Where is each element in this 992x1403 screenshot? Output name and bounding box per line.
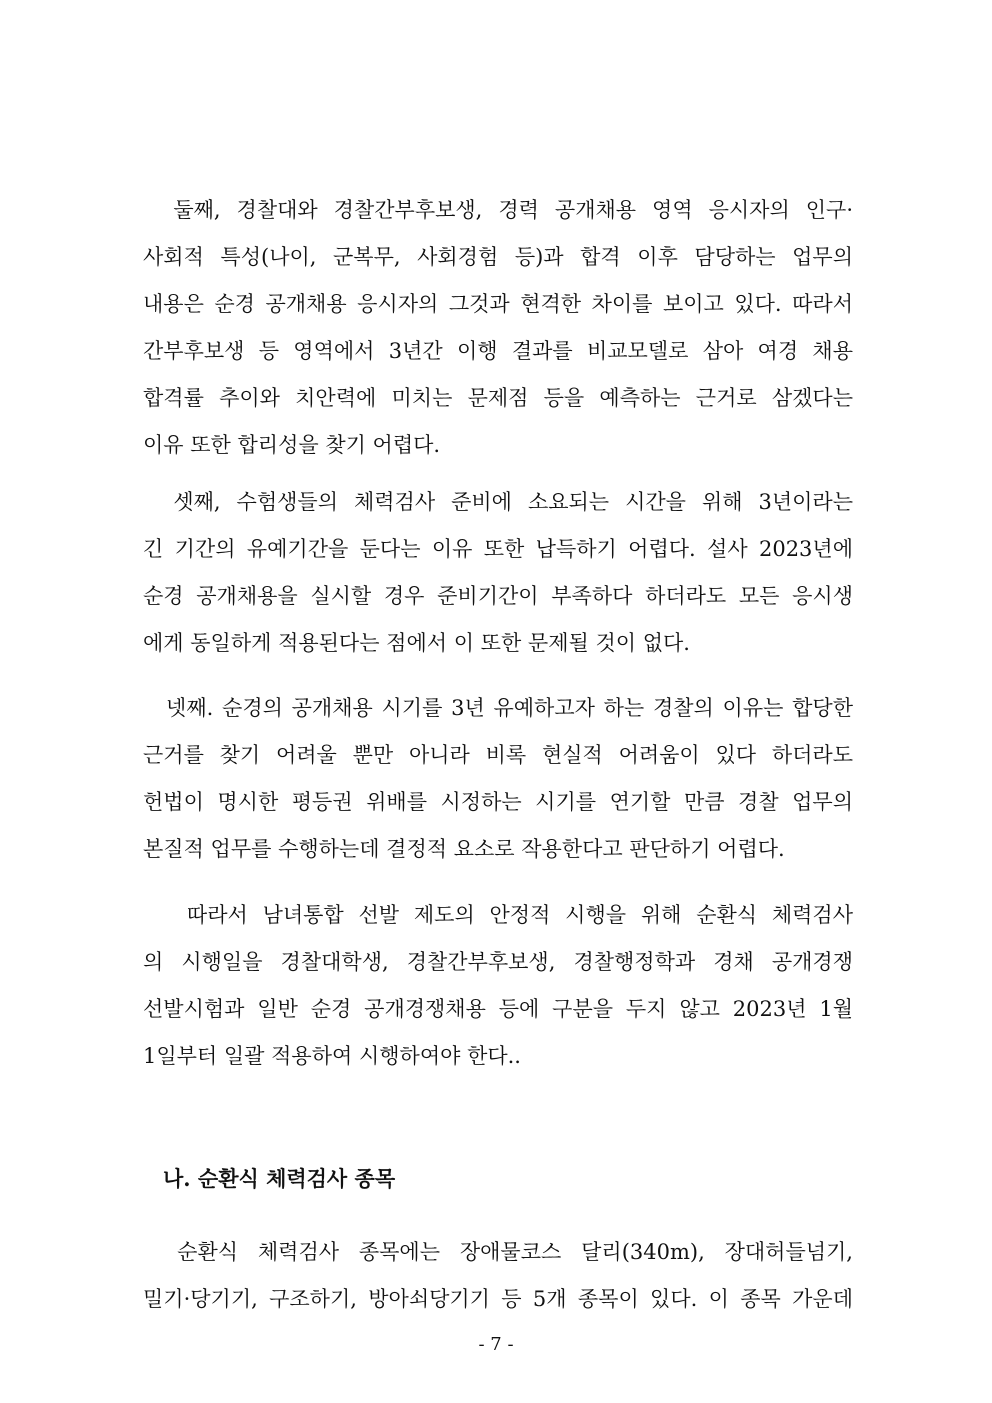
- page-number: - 7 -: [478, 1334, 514, 1355]
- paragraph-line: 선발시험과 일반 순경 공개경쟁채용 등에 구분을 두지 않고 2023년 1월: [143, 997, 853, 1021]
- section-paragraph: [143, 1229, 853, 1323]
- paragraph-line: 에게 동일하게 적용된다는 점에서 이 또한 문제될 것이 없다.: [143, 631, 690, 655]
- paragraph-line: 내용은 순경 공개채용 응시자의 그것과 현격한 차이를 보이고 있다. 따라서: [143, 292, 853, 316]
- paragraph-line: 순환식 체력검사 종목에는 장애물코스 달리(340m), 장대허들넘기,: [143, 1240, 853, 1264]
- paragraph-line: 간부후보생 등 영역에서 3년간 이행 결과를 비교모델로 삼아 여경 채용: [143, 339, 853, 363]
- paragraph-line: 순경 공개채용을 실시할 경우 준비기간이 부족하다 하더라도 모든 응시생: [143, 584, 853, 608]
- paragraph-line: 둘째, 경찰대와 경찰간부후보생, 경력 공개채용 영역 응시자의 인구·: [143, 198, 853, 222]
- paragraph-line: 의 시행일을 경찰대학생, 경찰간부후보생, 경찰행정학과 경채 공개경쟁: [143, 950, 853, 974]
- paragraph-line: 셋째, 수험생들의 체력검사 준비에 소요되는 시간을 위해 3년이라는: [143, 490, 853, 514]
- paragraph-line: 본질적 업무를 수행하는데 결정적 요소로 작용한다고 판단하기 어렵다.: [143, 837, 785, 861]
- paragraph-line: 밀기·당기기, 구조하기, 방아쇠당기기 등 5개 종목이 있다. 이 종목 가운데: [143, 1287, 853, 1311]
- paragraph-line: 이유 또한 합리성을 찾기 어렵다.: [143, 433, 441, 457]
- paragraph-line: 넷째. 순경의 공개채용 시기를 3년 유예하고자 하는 경찰의 이유는 합당한: [143, 696, 853, 720]
- section-heading: 나. 순환식 체력검사 종목: [163, 1166, 396, 1191]
- paragraph-conclusion: [143, 892, 853, 1080]
- paragraph-third-point: [143, 479, 853, 667]
- paragraph-second-point: [143, 187, 853, 469]
- paragraph-line: 1일부터 일괄 적용하여 시행하여야 한다..: [143, 1044, 521, 1068]
- paragraph-line: 합격률 추이와 치안력에 미치는 문제점 등을 예측하는 근거로 삼겠다는: [143, 386, 853, 410]
- paragraph-line: 헌법이 명시한 평등권 위배를 시정하는 시기를 연기할 만큼 경찰 업무의: [143, 790, 853, 814]
- paragraph-line: 긴 기간의 유예기간을 둔다는 이유 또한 납득하기 어렵다. 설사 2023년에: [143, 537, 853, 561]
- paragraph-line: 근거를 찾기 어려울 뿐만 아니라 비록 현실적 어려움이 있다 하더라도: [143, 743, 853, 767]
- paragraph-line: 사회적 특성(나이, 군복무, 사회경험 등)과 합격 이후 담당하는 업무의: [143, 245, 853, 269]
- paragraph-fourth-point: [143, 685, 853, 873]
- paragraph-line: 따라서 남녀통합 선발 제도의 안정적 시행을 위해 순환식 체력검사: [143, 903, 853, 927]
